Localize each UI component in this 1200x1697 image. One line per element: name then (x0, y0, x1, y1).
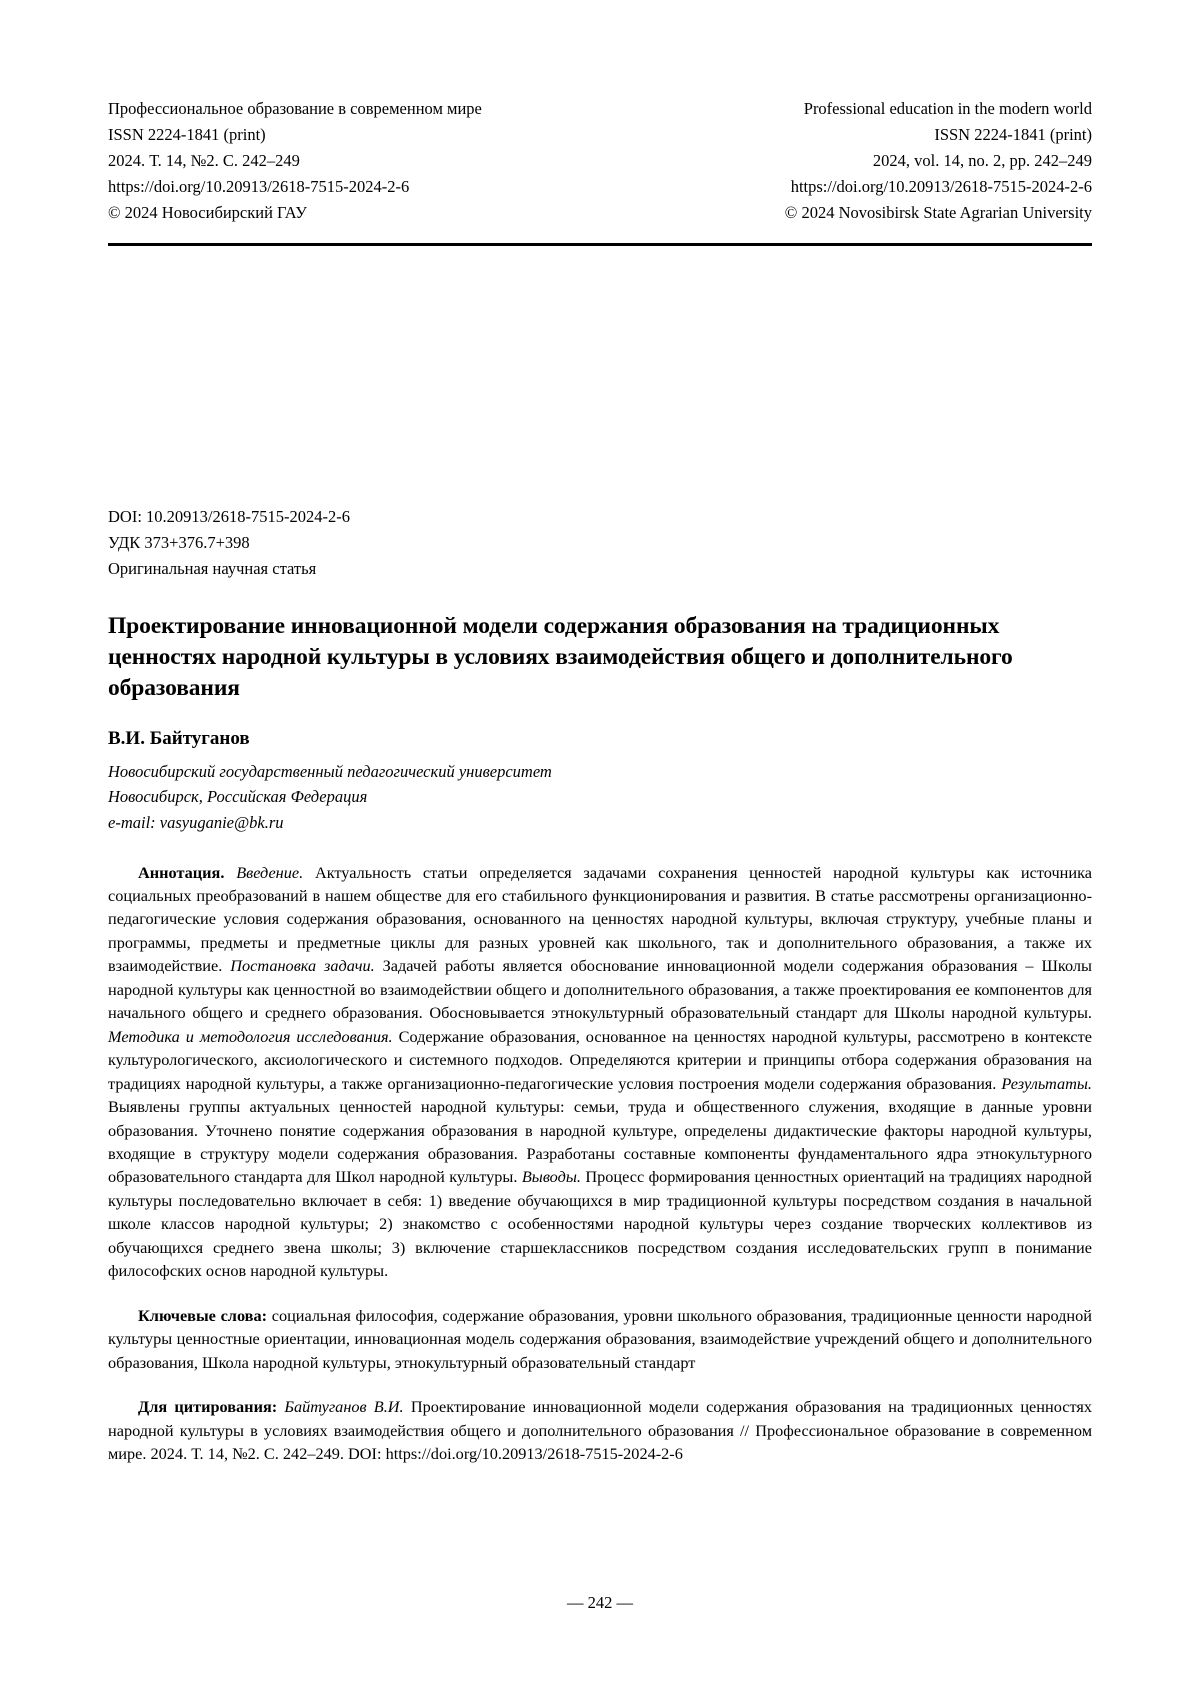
running-head-russian (108, 96, 482, 226)
abstract-section-introduction-text: Актуальность статьи определяется задачами сохранения ценностей народной культуры как источника социальных преобразований в нашем обществе для его стабильного функционирования и развития. В статье рассмотрены организационно-педагогические условия содержания образования, основанного на ценностях народной культуры, включая структуру, учебные планы и программы, предметы и предметные циклы для разных уровней как школьного, так и дополнительного образования, а также их взаимодействие. (108, 862, 1092, 976)
abstract-section-problem-text: Задачей работы является обоснование инновационной модели содержания образования – Школы народной культуры как ценностной во взаимодействии общего и дополнительного образования, а также проектирования ее компонентов для начального общего и среднего образования. Обосновывается этнокультурный образовательный стандарт для Школы народной культуры. (108, 956, 1092, 1023)
citation-label: Для цитирования: (138, 1397, 278, 1417)
issn-en: ISSN 2224-1841 (print) (934, 125, 1092, 145)
running-head-english (785, 96, 1092, 226)
page-title: Проектирование инновационной модели содержания образования на традиционных ценностях народной культуры в условиях взаимодействия общего и дополнительного образования (108, 612, 1013, 701)
abstract-label: Аннотация. (138, 862, 225, 882)
citation-reference (108, 1395, 1092, 1465)
doi-identifier: DOI: 10.20913/2618-7515-2024-2-6 (108, 507, 350, 527)
doi-link-en[interactable]: https://doi.org/10.20913/2618-7515-2024-2-6 (790, 177, 1092, 197)
copyright-ru: © 2024 Новосибирский ГАУ (108, 203, 307, 223)
header-divider (108, 243, 1092, 246)
citation-text: Проектирование инновационной модели содержания образования на традиционных ценностях народной культуры в условиях взаимодействия общего и дополнительного образования // Профессиональное образование в современном мире. 2024. Т. 14, №2. С. 242–249. DOI: https://doi.org/10.20913/2618-7515-2024-2-6 (108, 1397, 1093, 1463)
page-number: — 242 — (567, 1593, 633, 1612)
abstract-section-methodology-text: Содержание образования, основанное на ценностях народной культуры, рассмотрено в контексте культурологического, аксиологического и системного подходов. Определяются критерии и принципы отбора содержания образования на традициях народной культуры, а также организационно-педагогические условия построения модели содержания образования. (108, 1026, 1092, 1093)
abstract-section-conclusions-label: Выводы. (521, 1167, 581, 1187)
doi-link-ru[interactable]: https://doi.org/10.20913/2618-7515-2024-2-6 (108, 177, 410, 197)
abstract (108, 861, 1092, 1283)
abstract-section-methodology-label: Методика и методология исследования. (108, 1026, 393, 1046)
author-email[interactable]: e-mail: vasyuganie@bk.ru (108, 812, 284, 832)
article-type: Оригинальная научная статья (108, 559, 317, 579)
citation-author: Байтуганов В.И. (277, 1397, 404, 1417)
running-head (108, 96, 1092, 226)
abstract-section-problem-label: Постановка задачи. (230, 956, 375, 976)
author-name: В.И. Байтуганов (108, 728, 250, 750)
abstract-section-introduction-label: Введение. (236, 862, 304, 882)
affiliation-institution: Новосибирский государственный педагогический университет (108, 761, 552, 781)
volume-issue-en: 2024, vol. 14, no. 2, pp. 242–249 (872, 151, 1092, 171)
keywords-text: социальная философия, содержание образования, уровни школьного образования, традиционные ценности народной культуры ценностные ориентации, инновационная модель содержания образования, взаимодействие учреждений общего и дополнительного образования, Школа народной культуры, этнокультурный образовательный стандарт (108, 1305, 1093, 1372)
copyright-en: © 2024 Novosibirsk State Agrarian University (784, 203, 1092, 223)
udk-identifier: УДК 373+376.7+398 (108, 533, 250, 553)
keywords (108, 1304, 1092, 1374)
keywords-label: Ключевые слова: (138, 1305, 268, 1325)
abstract-section-conclusions-text: Процесс формирования ценностных ориентаций на традициях народной культуры последовательно включает в себя: 1) введение обучающихся в мир традиционной культуры посредством создания в начальной школе классов народной культуры; 2) знакомство с особенностями народной культуры через создание творческих коллективов из обучающихся среднего звена школы; 3) включение старшеклассников посредством создания исследовательских групп в понимание философских основ народной культуры. (108, 1167, 1092, 1281)
journal-title-ru: Профессиональное образование в современном мире (108, 99, 482, 118)
abstract-section-results-text: Выявлены группы актуальных ценностей народной культуры: семьи, труда и общественного служения, входящие в данные уровни образования. Уточнено понятие содержания образования в народной культуре, определены дидактические факторы народной культуры, входящие в структуру модели содержания образования. Разработаны составные компоненты фундаментального ядра этнокультурного образовательного стандарта для Школ народной культуры. (108, 1097, 1092, 1187)
volume-issue-ru: 2024. Т. 14, №2. С. 242–249 (108, 151, 300, 171)
affiliation-city: Новосибирск, Российская Федерация (108, 787, 368, 807)
issn-ru: ISSN 2224-1841 (print) (108, 125, 266, 145)
journal-title-en: Professional education in the modern world (803, 99, 1092, 118)
article-identifiers (108, 504, 1092, 582)
abstract-section-results-label: Результаты. (1001, 1073, 1092, 1093)
author-affiliation (108, 759, 1092, 836)
